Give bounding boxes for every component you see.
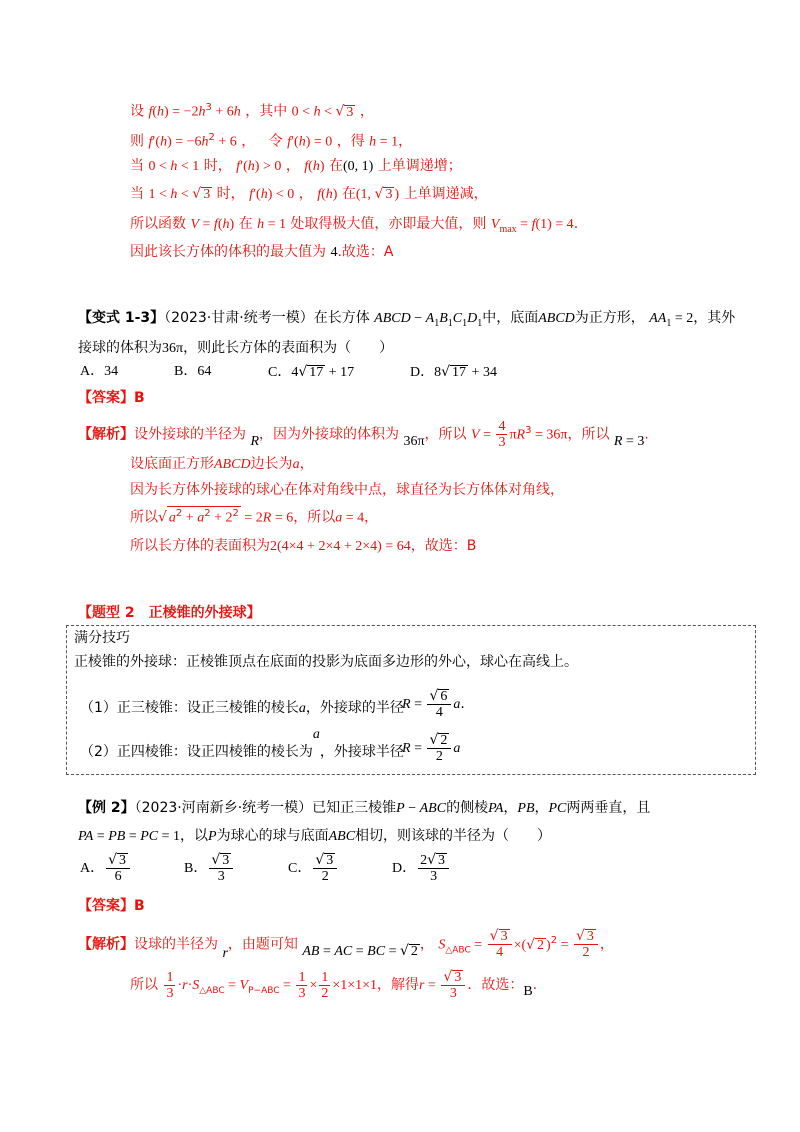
tips-box-formula-1: R = $\frac{√ 6}{4}$ a. [402, 687, 465, 720]
text: 正棱锥的外接球：正棱锥顶点在底面的投影为底面多边形的外心，球心在高线上。 [74, 654, 578, 670]
variant-question-line-2: 接球的体积为36π，则此长方体的表面积为（ ） [78, 340, 394, 356]
formula: f [148, 104, 153, 120]
variant-analysis-line-2: 设底面正方形ABCD边长为a， [130, 456, 314, 472]
text: ， [534, 800, 549, 816]
text: 当 [130, 186, 144, 202]
variant-analysis-line-4: 所以√ $a^2 + a^2 + 2^2 = 2R = 6$，所以a = 4， [130, 508, 379, 526]
example-option-c: C． $\frac{√ 3}{2}$ [288, 850, 339, 888]
solution-line-2: 则 $f'(h) = -6h^2 + 6$ ， 令 f′(h) = 0 ，得 h = 1， [130, 132, 413, 150]
text: 的侧棱 [446, 800, 489, 816]
example-question-line-1: 【例 2】（2023·河南新乡·统考一模）已知正三棱锥P − ABC的侧棱PA，PB，PC两两垂直，且 [78, 800, 651, 816]
option-text: D． [410, 365, 435, 380]
text: ，得 [336, 133, 365, 150]
text: 则 [130, 133, 144, 150]
text: 所以长方体的表面积为 [130, 538, 270, 554]
text: ，外接球半径 [319, 744, 404, 760]
text: 相切，则该球的半径为（ ） [355, 828, 552, 844]
text: 已知正三棱锥 [312, 800, 397, 816]
tips-box-line-2: （1）正三棱锥：设正三棱锥的棱长a，外接球的半径 [80, 700, 404, 716]
text: ，所以 [424, 426, 467, 443]
text: ，所以 [567, 426, 610, 443]
text: ，解得 [377, 977, 420, 993]
text: 处取得极大值，亦即最大值，则 [290, 216, 487, 232]
text: ．故选： [467, 977, 524, 993]
solution-line-3: 当 0 < h < 1 时， f′(h) > 0 ， f(h) 在(0, 1) 上单调递增； [130, 158, 462, 174]
variant-answer [78, 388, 145, 408]
option-text: A． [80, 861, 105, 876]
option-text: C． [288, 861, 312, 876]
analysis-label: 【解析】 [78, 426, 134, 443]
text: ，其外 [693, 310, 736, 326]
example-question-line-2: PA = PB = PC = 1，以P为球心的球与底面ABC相切，则该球的半径为（ ） [78, 828, 552, 844]
text: 接球的体积为 [78, 340, 162, 356]
text: 设 [130, 103, 144, 120]
text: 因为长方体外接球的球心在体对角线中点，球直径为长方体体对角线， [130, 482, 564, 498]
example-label: 【例 2】 [78, 800, 135, 816]
text: 令 [268, 133, 283, 150]
text: 在长方体 [313, 310, 370, 326]
text: ，其中 [245, 103, 288, 120]
text: 时， [203, 158, 232, 174]
text: 在 [341, 186, 356, 202]
solution-line-6 [130, 242, 393, 263]
option-text: A．34 [80, 364, 119, 379]
text: 为球心的球与底面 [216, 828, 329, 844]
text: （2）正四棱锥：设正四棱锥的棱长为 [80, 744, 313, 760]
text: ， [285, 158, 300, 174]
example-analysis-line-1: 【解析】设球的半径为 r，由题可知 AB = AC = BC = √ 2 ， $S_{\triangle ABC}$ = $\frac{√ 3}{4}$ ×(√ 2 )$^2$ = $\frac{√ 3}{2}$ ， [78, 928, 614, 961]
text: ， [599, 936, 614, 953]
text: ， [359, 103, 374, 120]
box-head: 满分技巧 [74, 630, 130, 646]
option-text: C． [268, 365, 292, 380]
text: 在 [238, 216, 253, 232]
text: 所以 [130, 977, 158, 993]
solution-line-5: 所以函数 V = f(h) 在 h = 1 处取得极大值，亦即最大值，则 $V_{max} = f(1) = 4$. [130, 216, 579, 235]
text: ，则此长方体的表面积为（ ） [183, 340, 394, 356]
variant-label: 【变式 1-3】 [78, 310, 165, 326]
text: 所以 [130, 509, 158, 526]
text: 因此该长方体的体积的最大值为 [130, 244, 326, 260]
example-option-a: A． $\frac{√ 3}{6}$ [80, 850, 132, 888]
text: ，外接球的半径 [305, 700, 404, 716]
text: 边长为 [250, 456, 293, 472]
variant-analysis-line-1: 【解析】设外接球的半径为 R，因为外接球的体积为 36π，所以 V = $\frac{4}{3}$ $\pi R^3 = 36\pi$，所以 R = 3. [78, 419, 649, 451]
text: ， [241, 133, 256, 150]
example-answer [78, 896, 145, 916]
variant-analysis-line-5: 所以长方体的表面积为2(4×4 + 2×4 + 2×4) = 64，故选：B [130, 538, 477, 554]
text: .故选：A [337, 244, 394, 260]
text: ， [298, 186, 313, 202]
answer-text: 【答案】B [78, 390, 145, 406]
text: 设外接球的半径为 [134, 426, 246, 443]
text: 上单调递减， [403, 186, 488, 202]
tips-box-line-3: （2）正四棱锥：设正四棱锥的棱长为a，外接球半径 [80, 727, 404, 760]
text: 当 [130, 158, 144, 174]
type2-title [78, 603, 261, 623]
text: 设底面正方形 [130, 456, 214, 472]
max-value: 4 [330, 245, 338, 260]
text: 设球的半径为 [134, 936, 218, 953]
text: ，所以 [293, 509, 336, 526]
analysis-label: 【解析】 [78, 936, 134, 953]
text: 为正方形， [574, 310, 645, 326]
answer-text: 【答案】B [78, 898, 145, 914]
solution-line-1: 设 $f(h) = -2h^3 + 6h$ ，其中 0 < h < √ 3 ， [130, 102, 374, 120]
text: 中，底面 [482, 310, 539, 326]
option-text: B． [184, 861, 208, 876]
text: 两两垂直，且 [566, 800, 651, 816]
text: ， [419, 936, 434, 953]
text: 时， [216, 186, 245, 202]
text: 所以函数 [130, 216, 186, 232]
text: ，由题可知 [227, 936, 298, 953]
text: ，因为外接球的体积为 [259, 426, 400, 443]
text: （1）正三棱锥：设正三棱锥的棱长 [80, 700, 299, 716]
text: ，故选：B [410, 538, 477, 554]
variant-option-b [174, 362, 211, 382]
variant-option-a [80, 362, 118, 382]
text: 在 [328, 158, 343, 174]
text: ， [364, 509, 379, 526]
option-text: D． [392, 861, 417, 876]
text: 上单调递增； [377, 158, 462, 174]
variant-option-c: C．4√ 17 + 17 [268, 364, 355, 380]
example-option-b: B． $\frac{√ 3}{3}$ [184, 850, 235, 888]
example-option-d: D． $\frac{2√ 3}{3}$ [392, 850, 451, 888]
solution-line-4: 当 1 < h < √ 3 时， f′(h) < 0 ， f(h) 在(1, √ 3 ) 上单调递减， [130, 186, 488, 202]
variant-option-d: D．8√ 17 + 34 [410, 364, 497, 380]
text: . [532, 977, 538, 993]
example-analysis-line-2: 所以 $\frac{1}{3}$ $\cdot r\cdot S_{\triangle ABC} = V_{P-ABC}$ = $\frac{1}{3}$ × $\frac{1}{2}$ ×1×1×1，解得r = $\frac{√ 3}{3}$ ．故选：B. [130, 968, 538, 1001]
text: ， [503, 800, 518, 816]
tips-box-formula-2: R = $\frac{√ 2}{2}$ a [402, 731, 461, 764]
tips-box-head [74, 628, 130, 648]
option-text: B．64 [174, 364, 212, 379]
example-source: （2023·河南新乡·统考一模） [134, 800, 313, 816]
answer-letter: B [523, 984, 533, 999]
text: ，以 [180, 828, 209, 844]
variant-question-line-1: 【变式 1-3】（2023·甘肃·统考一模）在长方体 ABCD − $A_1B_1C_1D_1$中，底面ABCD为正方形， $AA_1 = 2$，其外 [78, 310, 736, 329]
section-title: 【题型 2 正棱锥的外接球】 [78, 605, 261, 621]
variant-source: （2023·甘肃·统考一模） [164, 310, 314, 326]
tips-box-line-1 [74, 652, 578, 672]
variant-analysis-line-3 [130, 480, 564, 500]
